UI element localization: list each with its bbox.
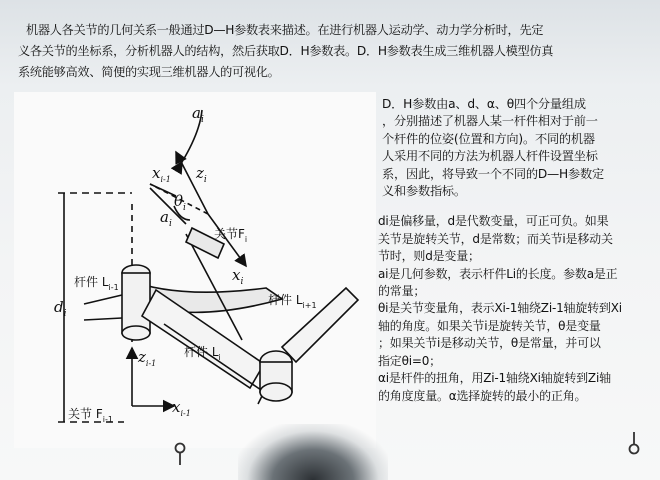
joint-prev-post <box>122 273 150 333</box>
label-link-next: 杆件 $L_{i+1}$ <box>268 293 317 310</box>
param-def-line: θi是关节变量角，表示Xi-1轴绕Zi-1轴旋转到Xi <box>378 301 622 316</box>
param-def-line: di是偏移量，d是代数变量，可正可负。如果 <box>378 214 609 229</box>
param-intro-line: 个杆件的位姿(位置和方向)。不同的机器 <box>382 131 595 146</box>
parameter-description <box>378 96 636 405</box>
param-def-line: 指定θi=0； <box>378 353 441 368</box>
param-intro-line: 系，因此，将导致一个不同的D—H参数定 <box>382 166 604 181</box>
label-x-i: $x_i$ <box>232 266 244 287</box>
intro-line: 义各关节的坐标系，分析机器人的结构，然后获取D．H参数表。D．H参数表生成三维机器人模型仿真 <box>18 44 554 58</box>
intro-line: 系统能够高效、简便的实现三维机器人的可视化。 <box>18 65 280 79</box>
param-def-line: αi是杆件的扭角，用Zi-1轴绕Xi轴旋转到Zi轴 <box>378 371 611 386</box>
label-link-i: 杆件 $L_i$ <box>184 345 221 362</box>
param-def-line: 关节是旋转关节，d是常数；而关节i是移动关 <box>378 231 613 246</box>
param-intro-line: ，分别描述了机器人某一杆件相对于前一 <box>382 114 598 129</box>
label-a-top: $a_i$ <box>192 104 204 125</box>
param-def-line: 轴的角度。如果关节i是旋转关节，θ是变量 <box>378 318 601 333</box>
label-theta-i: $\theta_i$ <box>174 192 186 213</box>
label-z-prev: $z_{i-1}$ <box>138 348 157 368</box>
param-intro-line: 义和参数指标。 <box>382 184 466 199</box>
param-def-line: 的常量； <box>378 284 426 299</box>
joint-prev-base <box>122 326 150 340</box>
link-prev-fork <box>84 295 122 320</box>
param-intro <box>378 96 636 200</box>
map-pin-icon <box>628 432 640 456</box>
intro-paragraph <box>18 20 648 83</box>
map-pin-icon <box>174 442 186 466</box>
param-intro-line: D．H参数由a、d、α、θ四个分量组成 <box>382 97 586 111</box>
param-intro-line: 人采用不同的方法为机器人杆件设置坐标 <box>382 149 598 164</box>
label-joint-prev: 关节 $F_{i-1}$ <box>68 407 113 424</box>
param-def-line: ；如果关节i是移动关节，θ是常量，并可以 <box>378 336 601 351</box>
param-definitions <box>378 213 636 404</box>
param-def-line: ai是几何参数，表示杆件Li的长度。参数a是正 <box>378 266 618 281</box>
label-x-prev-axis: $x_{i-1}$ <box>172 398 191 418</box>
label-a-i: $a_i$ <box>160 208 172 229</box>
dh-parameter-diagram <box>14 92 376 448</box>
label-x-prev: $x_{i-1}$ <box>152 164 171 184</box>
water-splash-decoration <box>238 424 388 480</box>
intro-line: 机器人各关节的几何关系一般通过D—H参数表来描述。在进行机器人运动学、动力学分析时，先定 <box>26 23 544 37</box>
param-def-line: 的角度度量。α选择旋转的最小的正角。 <box>378 388 587 403</box>
label-link-prev: 杆件 $L_{i-1}$ <box>74 275 119 292</box>
joint-next-base <box>260 383 292 401</box>
label-d-i: $d_i$ <box>54 298 67 319</box>
a-i-segment <box>150 184 176 196</box>
label-z-i: $z_i$ <box>196 164 207 185</box>
param-def-line: 节时，则d是变量； <box>378 249 480 264</box>
label-joint-fi: 关节$F_i$ <box>214 227 248 244</box>
